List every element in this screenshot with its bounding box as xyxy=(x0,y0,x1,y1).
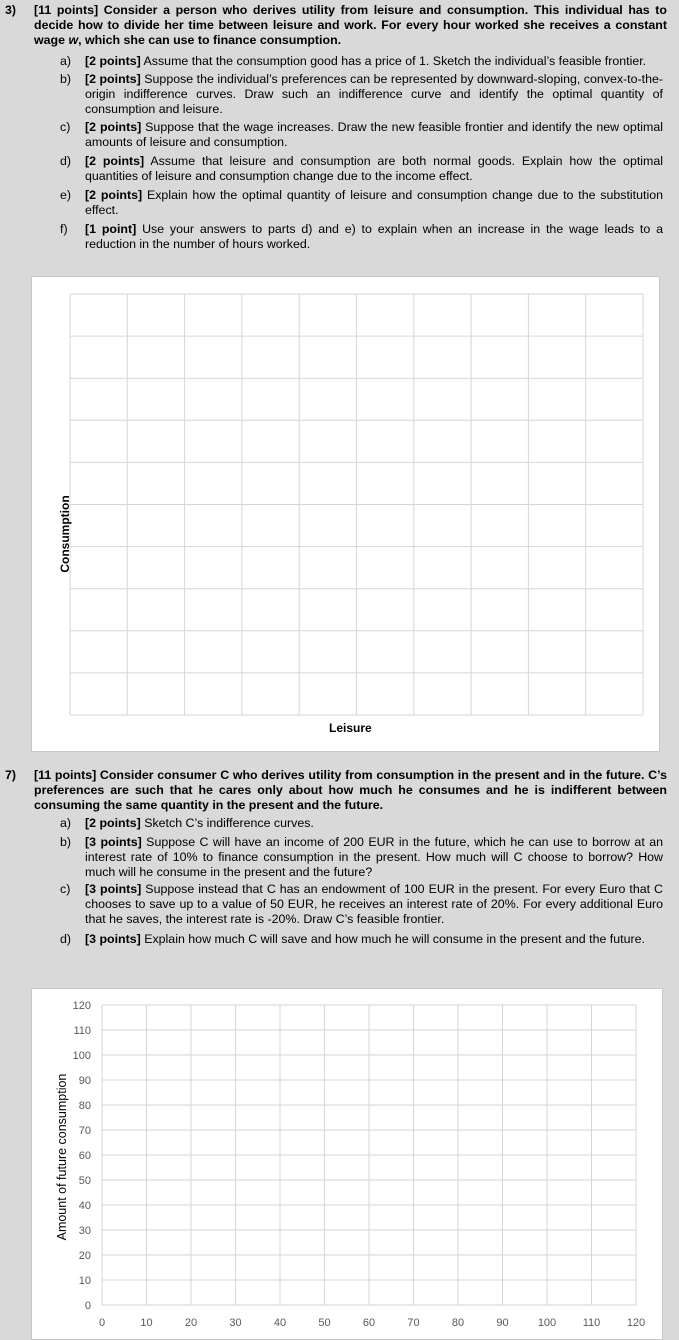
y-tick-label: 110 xyxy=(73,1025,91,1037)
part-body: Assume that leisure and consumption are both normal goods. Explain how the optimal quantities of leisure and consumption change due to the income effect. xyxy=(85,154,663,183)
part-body: Suppose instead that C has an endowment of 100 EUR in the present. For every Euro that C chooses to save up to a value of 50 EUR, he receives an interest rate of 20%. For every additional Euro that he saves, the interest rate is -20%. Draw C’s feasible frontier. xyxy=(85,882,663,926)
question-number: 3) xyxy=(5,3,17,17)
part-points: [2 points] xyxy=(85,816,141,830)
part-body: Assume that the consumption good has a price of 1. Sketch the individual’s feasible frontier. xyxy=(140,54,647,68)
x-tick-label: 60 xyxy=(362,1317,376,1329)
part-text xyxy=(85,188,663,218)
part-text xyxy=(85,120,663,150)
part-text xyxy=(85,154,663,184)
y-tick-label: 20 xyxy=(78,1250,91,1262)
leisure-consumption-chart xyxy=(32,277,659,751)
x-tick-label: 50 xyxy=(318,1317,331,1329)
future-consumption-chart-panel xyxy=(31,988,663,1340)
part-points: [3 points] xyxy=(85,835,142,849)
y-tick-label: 80 xyxy=(78,1100,91,1112)
y-tick-label: 120 xyxy=(72,1000,91,1012)
y-axis-label: Consumption xyxy=(58,495,72,573)
y-axis-label: Amount of future consumption xyxy=(55,1073,69,1241)
part-body: Use your answers to parts d) and e) to explain when an increase in the wage leads to a reduction in the number of hours worked. xyxy=(85,222,663,251)
future-consumption-chart xyxy=(32,989,662,1339)
part-label: e) xyxy=(60,188,72,202)
part-text xyxy=(85,816,663,831)
x-tick-label: 30 xyxy=(229,1317,242,1329)
question-7 xyxy=(0,768,679,978)
y-tick-label: 30 xyxy=(78,1225,91,1237)
part-points: [2 points] xyxy=(85,72,141,86)
part-label: d) xyxy=(60,154,72,168)
y-tick-label: 70 xyxy=(78,1125,91,1137)
part-label: f) xyxy=(60,222,68,236)
x-axis-label: Leisure xyxy=(329,721,372,735)
x-tick-label: 0 xyxy=(98,1317,106,1329)
x-tick-label: 20 xyxy=(184,1317,198,1329)
part-text xyxy=(85,882,663,927)
part-points: [2 points] xyxy=(85,120,142,134)
question-number: 7) xyxy=(5,768,17,782)
part-points: [3 points] xyxy=(85,932,141,946)
part-text xyxy=(85,932,663,947)
part-body: Suppose C will have an income of 200 EUR in the future, which he can use to borrow at an interest rate of 10% to finance consumption in the present. How much will C choose to borrow? How much will he consume in the present and the future? xyxy=(85,835,663,879)
y-tick-label: 40 xyxy=(78,1200,91,1212)
part-body: Suppose the individual’s preferences can be represented by downward-sloping, convex-to-the-origin indifference curves. Draw such an indifference curve and identify the optimal quantity of consumption and leisure. xyxy=(85,72,663,116)
part-text xyxy=(85,72,663,117)
part-text xyxy=(85,222,663,252)
part-text xyxy=(85,835,663,880)
part-body: Explain how much C will save and how much he will consume in the present and the future. xyxy=(140,932,645,946)
part-label: a) xyxy=(60,816,72,830)
y-tick-label: 0 xyxy=(84,1300,91,1312)
x-tick-label: 40 xyxy=(273,1317,287,1329)
part-text xyxy=(85,54,663,69)
y-tick-label: 10 xyxy=(78,1275,91,1287)
x-tick-label: 100 xyxy=(537,1317,557,1329)
question-3 xyxy=(0,3,679,268)
x-tick-label: 80 xyxy=(451,1317,465,1329)
part-label: b) xyxy=(60,72,72,86)
part-points: [2 points] xyxy=(85,188,143,202)
part-label: b) xyxy=(60,835,72,849)
y-tick-label: 100 xyxy=(72,1050,91,1062)
question-heading: [11 points] Consider consumer C who derives utility from consumption in the present and in the future. C’s preferences are such that he cares only about how much he consumes and he is indifferent between consuming the same quantity in the present and the future. xyxy=(34,768,667,812)
part-label: c) xyxy=(60,120,71,134)
part-body: Suppose that the wage increases. Draw the new feasible frontier and identify the new optimal amounts of leisure and consumption. xyxy=(85,120,663,149)
question-heading: [11 points] Consider a person who derives utility from leisure and consumption. This individual has to decide how to divide her time between leisure and work. For every hour worked she receives a constant wage w, which she can use to finance consumption. xyxy=(34,3,667,47)
part-label: a) xyxy=(60,54,72,68)
part-body: Explain how the optimal quantity of leisure and consumption change due to the substitution effect. xyxy=(85,188,663,217)
part-body: Sketch C’s indifference curves. xyxy=(140,816,314,830)
part-label: d) xyxy=(60,932,72,946)
x-tick-label: 70 xyxy=(407,1317,420,1329)
y-tick-label: 50 xyxy=(78,1175,91,1187)
x-tick-label: 90 xyxy=(496,1317,509,1329)
x-tick-label: 120 xyxy=(626,1317,646,1329)
y-tick-label: 90 xyxy=(78,1075,91,1087)
part-label: c) xyxy=(60,882,71,896)
x-tick-label: 110 xyxy=(582,1317,601,1329)
y-tick-label: 60 xyxy=(78,1150,91,1162)
part-points: [2 points] xyxy=(85,154,145,168)
part-points: [1 point] xyxy=(85,222,137,236)
part-points: [3 points] xyxy=(85,882,142,896)
leisure-consumption-chart-panel xyxy=(31,276,660,752)
x-tick-label: 10 xyxy=(140,1317,153,1329)
part-points: [2 points] xyxy=(85,54,141,68)
